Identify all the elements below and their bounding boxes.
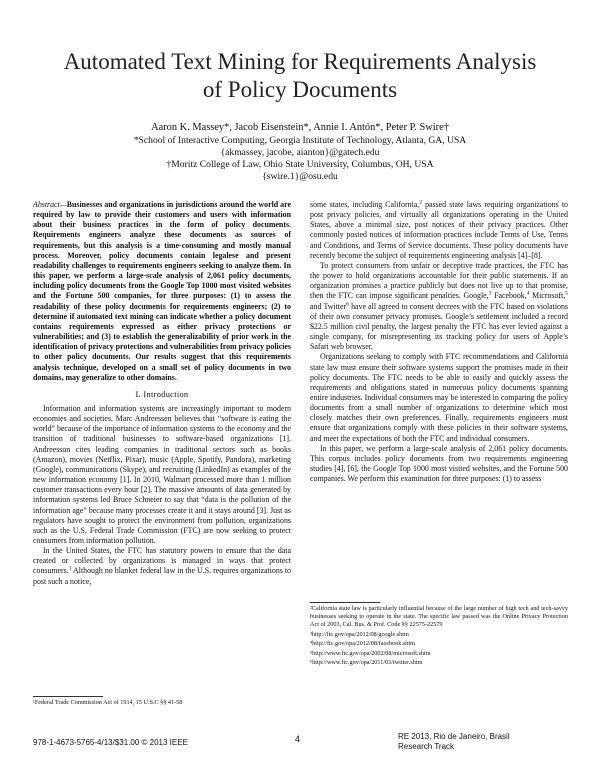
page-number: 4	[295, 734, 301, 744]
footnote-6: ⁶http://www.ftc.gov/opa/2011/03/twitter.shtm	[310, 659, 423, 666]
paper-title	[40, 48, 560, 104]
footnote-marker-1: 1	[68, 565, 72, 572]
r-p2-text-c: Microsoft,	[529, 291, 566, 301]
footnote-marker-2: 2	[419, 199, 422, 206]
footnote-marker-3: 3	[488, 290, 492, 297]
footnote-area-left	[33, 696, 291, 707]
intro-p2-text: In the United States, the FTC has statutory powers to ensure that the data created or collected by organizations is managed in ways that protect consumers.	[33, 546, 291, 576]
footnote-4: ⁴http://ftc.gov/opa/2012/08/facebook.shtm	[310, 640, 415, 647]
intro-paragraph-6: In this paper, we perform a large-scale analysis of 2,061 policy documents. This corpus includes policy documents from two requirements engineering studies [4], [6], the Google Top 1000 most visited websites, and the Fortune 500 companies. We perform this examination for three purposes: (1) to assess	[310, 443, 568, 484]
r-p2-text-a: To protect consumers from unfair or deceptive trade practices, the FTC has the power to hold organizations accountable for their public statements. If an organization promises a practice publicly but does not live up to that promise, then the FTC can impose significant penalties. Google,	[310, 260, 568, 301]
right-column	[310, 200, 568, 484]
footnote-3: ³http://ftc.gov/opa/2012/08/google.shtm	[310, 630, 409, 638]
title-line-2: of Policy Documents	[202, 77, 398, 102]
footnote-rule-right	[310, 602, 380, 603]
intro-paragraph-4	[310, 261, 568, 352]
intro-p2-rest: Although no blanket federal law in the U.S. requires organizations to post such a notice,	[33, 566, 291, 586]
footnote-5: ⁵http://www.ftc.gov/opa/2002/08/microsoft.shtm	[310, 649, 431, 657]
intro-paragraph-3	[310, 200, 568, 261]
footnote-marker-5: 5	[565, 290, 568, 297]
r-p2-text-e: have all agreed to consent decrees with the FTC based on violations of their own consumer privacy promises. Google’s settlement included a record $22.5 million civil penalty, the largest penalty the FTC has ever levied against a single company, for misrepresenting its tracking policy for users of Apple’s Safari web browser.	[310, 301, 568, 352]
intro-paragraph-2	[33, 546, 291, 587]
footnote-rule	[33, 696, 103, 697]
footer-venue	[398, 732, 510, 752]
intro-paragraph-5: Organizations seeking to comply with FTC recommendations and California state law must ensure their software systems support the promises made in their policy documents. The FTC needs to be able to easily and quickly assess the requirements and obligations stated in numerous policy documents spanning entire industries. Individual consumers may be interested in comparing the policy documents from a small number of organizations to determine which most closely matches their own preferences. Finally, requirements engineers must ensure that organizations comply with these policies in their software systems, and meet the expectations of both the FTC and individual consumers.	[310, 352, 568, 443]
r-p1-text-a: some states, including California,	[310, 200, 420, 209]
affiliation-1: *School of Interactive Computing, Georgia Institute of Technology, Atlanta, GA, USA	[133, 135, 467, 146]
email-2: {swire.1}@osu.edu	[262, 171, 338, 182]
venue-line-1: RE 2013, Rio de Janeiro, Brasil	[398, 732, 510, 741]
footnote-area-right	[310, 602, 568, 669]
intro-paragraph-1: Information and information systems are increasingly important to modern economies and societies. Marc Andreessen believes that “software is eating the world” because of the importance of information systems to the economy and the transition of traditional businesses to software-based organizations [1]. Andreesson cites leading companies in traditional sectors such as books (Amazon), movies (Netflix, Pixar), music (Apple, Spotify, Pandora), marketing (Google), communications (Skype), and recruiting (LinkedIn) as examples of the new information economy [1]. In 2010, Walmart processed more than 1 million customer transactions every hour [2]. The massive amounts of data generated by information systems led Bruce Schneier to say that “data is the pollution of the information age” because many processes create it and it stays around [3]. Just as regulators have sought to protect the environment from pollution, organizations such as the U.S. Federal Trade Commission (FTC) are now seeking to protect consumers from information pollution.	[33, 403, 291, 545]
footnote-2: ²California state law is particularly influential because of the large number of high tech and tech-savvy businesses seeking to operate in the state. The specific law passed was the Online Privacy Protection Act of 2003, Cal. Bus. & Prof. Code §§ 22575-22579	[310, 605, 568, 628]
affiliation-2: †Moritz College of Law, Ohio State University, Columbus, OH, USA	[166, 159, 434, 170]
abstract	[33, 200, 291, 383]
title-line-1: Automated Text Mining for Requirements Analysis	[63, 49, 537, 74]
r-p2-text-d: and Twitter	[310, 301, 347, 311]
author-block	[40, 122, 560, 183]
footnote-marker-4: 4	[526, 290, 530, 297]
section-heading-introduction: I. Introduction	[135, 389, 189, 399]
email-1: {akmassey, jacobe, aianton}@gatech.edu	[220, 147, 380, 158]
footnote-marker-6: 6	[346, 300, 349, 307]
venue-line-2: Research Track	[398, 742, 455, 751]
footnote-1: ¹Federal Trade Commission Act of 1914, 15 U.S.C §§ 41-58	[33, 699, 183, 706]
r-p2-text-b: Facebook,	[491, 291, 527, 301]
footer-isbn: 978-1-4673-5765-4/13/$31.00 © 2013 IEEE	[33, 738, 188, 747]
abstract-lead: Abstract—	[33, 200, 67, 209]
left-column	[33, 200, 291, 587]
r-p1-text-b: passed state laws requiring organizations to post privacy policies, and virtually all organizations operating in the United States, above a minimal size, post notices of their privacy practices. Other commonly posted notices of information practices include Terms of Use, Terms and Conditions, and Terms of Service documents. These policy documents have recently become the subject of requirements engineering analysis [4]–[8].	[310, 200, 568, 260]
author-names: Aaron K. Massey*, Jacob Eisenstein*, Annie I. Antón*, Peter P. Swire†	[151, 122, 449, 133]
abstract-text: Businesses and organizations in jurisdictions around the world are required by law to provide their customers and users with information about their business practices in the form of policy documents. Requirements engineers analyze these documents as sources of requirements, but this analysis is a time-consuming and mostly manual process. Moreover, policy documents contain legalese and present readability challenges to requirements engineers seeking to analyze them. In this paper, we perform a large-scale analysis of 2,061 policy documents, including policy documents from the Google Top 1000 most visited websites and the Fortune 500 companies, for three purposes: (1) to assess the readability of these policy documents for requirements engineers; (2) to determine if automated text mining can indicate whether a policy document contains requirements expressed as either privacy protections or vulnerabilities; and (3) to establish the generalizability of prior work in the identification of privacy protections and vulnerabilities from privacy policies to other policy documents. Our results suggest that this requirements analysis technique, developed on a small set of policy documents in two domains, may generalize to other domains.	[33, 200, 291, 382]
